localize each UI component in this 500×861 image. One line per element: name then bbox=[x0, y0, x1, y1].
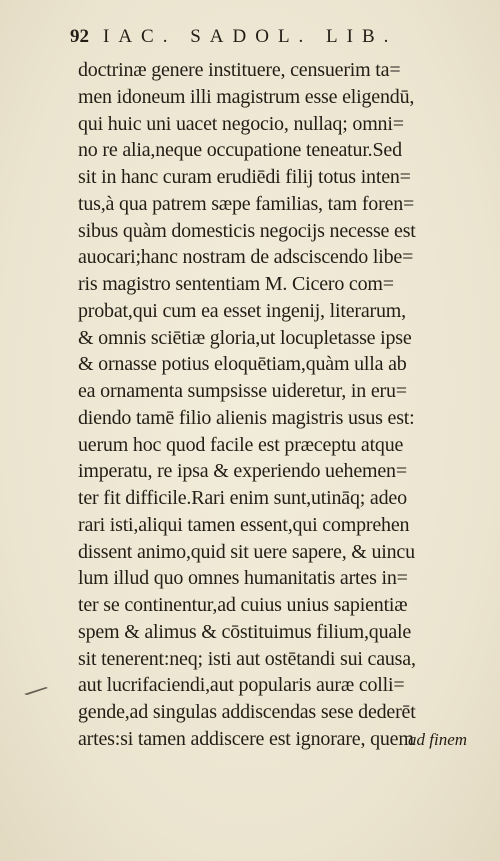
text-line: ris magistro sententiam M. Cicero com= bbox=[78, 273, 394, 295]
text-line: ter fit difficile.Rari enim sunt,utināq; adeo bbox=[78, 487, 407, 509]
text-line: sit in hanc curam erudiēdi filij totus inten= bbox=[78, 166, 411, 188]
text-line: ter se continentur,ad cuius unius sapientiæ bbox=[78, 594, 408, 616]
page-number: 92 bbox=[70, 26, 89, 47]
text-line: & ornasse potius eloquētiam,quàm ulla ab bbox=[78, 353, 407, 376]
text-line: aut lucrifaciendi,aut popularis auræ colli= bbox=[78, 674, 405, 697]
running-head: IAC. SADOL. LIB. bbox=[103, 26, 398, 47]
text-line: spem & alimus & cōstituimus filium,quale bbox=[78, 620, 412, 643]
text-line: probat,qui cum ea esset ingenij, literarum, bbox=[78, 299, 406, 322]
text-line: ea ornamenta sumpsisse uideretur, in eru= bbox=[78, 380, 407, 402]
text-line: doctrinæ genere instituere, censuerim ta= bbox=[78, 59, 401, 81]
text-line: auocari;hanc nostram de adsciscendo libe= bbox=[78, 246, 414, 269]
text-line: sit tenerent:neq; isti aut ostētandi sui causa, bbox=[78, 647, 416, 670]
text-line: tus,à qua patrem sæpe familias, tam foren= bbox=[78, 192, 415, 215]
ink-stroke-icon bbox=[22, 684, 50, 696]
body-text bbox=[78, 57, 488, 753]
text-line: qui huic uni uacet negocio, nullaq; omni= bbox=[78, 112, 404, 135]
text-line: men idoneum illi magistrum esse eligendū, bbox=[78, 85, 415, 108]
text-line: gende,ad singulas addiscendas sese dederēt bbox=[78, 701, 416, 723]
text-line: imperatu, re ipsa & experiendo uehemen= bbox=[78, 460, 407, 483]
text-line: uerum hoc quod facile est præceptu atque bbox=[78, 433, 404, 456]
text-line: rari isti,aliqui tamen essent,qui comprehen bbox=[78, 513, 410, 536]
text-line: & omnis sciētiæ gloria,ut locupletasse ipse bbox=[78, 326, 412, 349]
text-line: no re alia,neque occupatione teneatur.Sed bbox=[78, 139, 402, 162]
text-line: lum illud quo omnes humanitatis artes in= bbox=[78, 567, 408, 590]
text-line: dissent animo,quid sit uere sapere, & uincu bbox=[78, 540, 415, 563]
page-header bbox=[70, 26, 450, 50]
text-line: diendo tamē filio alienis magistris usus est: bbox=[78, 406, 415, 429]
text-line: artes:si tamen addiscere est ignorare, quem bbox=[78, 727, 414, 750]
text-line: sibus quàm domesticis negocijs necesse est bbox=[78, 219, 416, 242]
catchword: ad finem bbox=[408, 730, 468, 749]
